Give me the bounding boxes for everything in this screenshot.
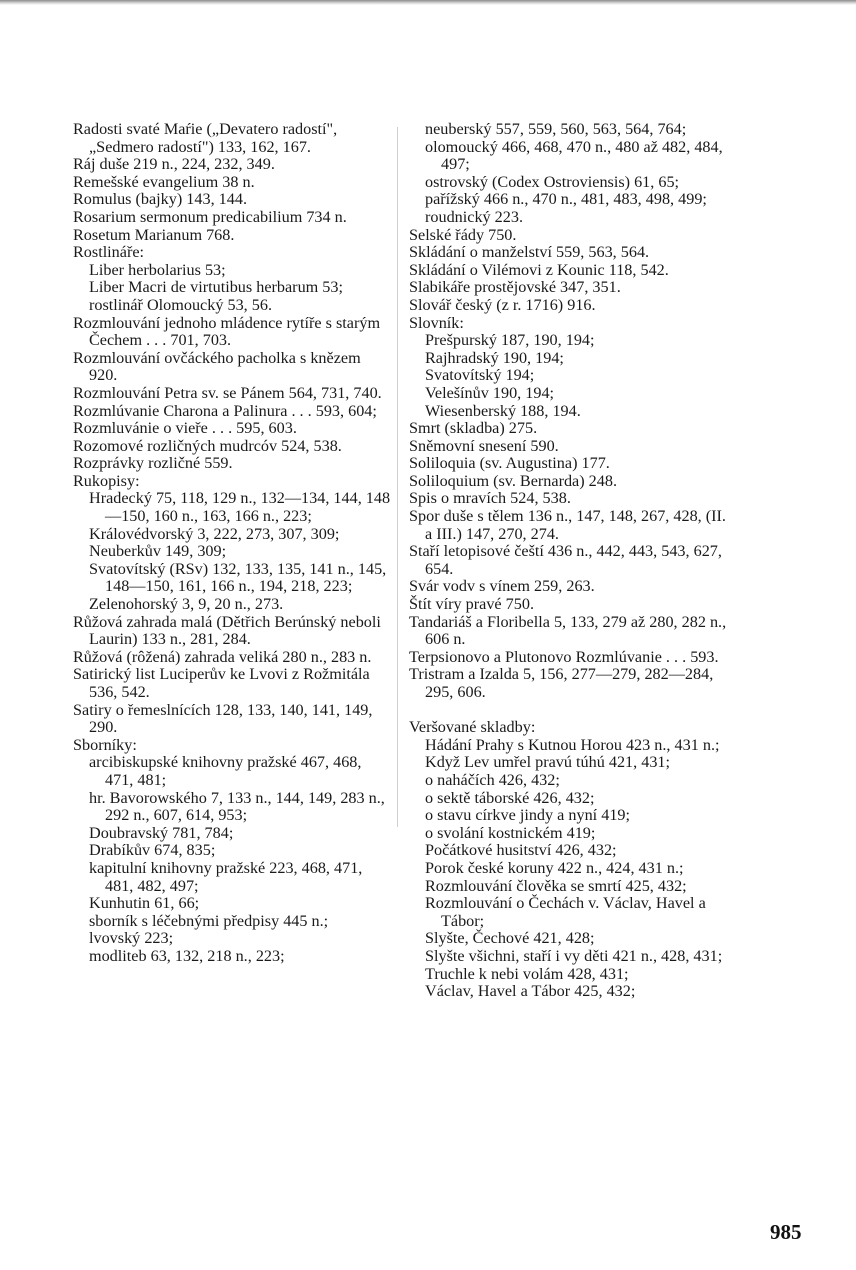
- index-entry: Růžová zahrada malá (Dětřich Berúnský neboli Laurin) 133 n., 281, 284.: [73, 612, 381, 649]
- index-subentry: o stavu církve jindy a nyní 419;: [425, 806, 631, 825]
- index-entry: Romulus (bajky) 143, 144.: [73, 190, 248, 209]
- index-entry: Veršované skladby:: [409, 718, 536, 737]
- index-entry: Ráj duše 219 n., 224, 232, 349.: [73, 155, 275, 174]
- page-number: 985: [770, 1220, 802, 1244]
- index-entry: Štít víry pravé 750.: [409, 595, 534, 614]
- index-subentry: hr. Bavorowského 7, 133 n., 144, 149, 283 n., 292 n., 607, 614, 953;: [89, 788, 385, 825]
- index-entry: Rozmlouvání jednoho mládence rytíře s starým Čechem . . . 701, 703.: [73, 313, 381, 350]
- index-subentry: Slyšte všichni, staří i vy děti 421 n., 428, 431;: [425, 946, 723, 965]
- index-entry: Sněmovní snesení 590.: [409, 436, 559, 455]
- index-entry: Satirický list Luciperův ke Lvovi z Rožmitála 536, 542.: [73, 665, 370, 701]
- index-subentry: modlitеb 63, 132, 218 n., 223;: [89, 946, 285, 965]
- index-subentry: Doubravský 781, 784;: [89, 823, 234, 842]
- index-entry: Růžová (rôžená) zahrada veliká 280 n., 283 n.: [73, 647, 372, 666]
- index-entry: Rozmluvánie o vieře . . . 595, 603.: [73, 419, 297, 438]
- index-subentry: Truchle k nebi volám 428, 431;: [425, 964, 629, 983]
- index-subentry: Drabíkův 674, 835;: [89, 841, 216, 860]
- index-subentry: Václav, Havel a Tábor 425, 432;: [425, 982, 636, 1001]
- index-subentry: Liber herbolarius 53;: [89, 260, 226, 279]
- index-subentry: Rajhradský 190, 194;: [425, 348, 564, 367]
- index-subentry: Svatovítský 194;: [425, 366, 535, 385]
- index-subentry: o naháčích 426, 432;: [425, 770, 560, 789]
- index-subentry: roudnický 223.: [425, 207, 524, 226]
- index-subentry: neuberský 557, 559, 560, 563, 564, 764;: [425, 120, 687, 138]
- index-entry: Rostlináře:: [73, 243, 145, 262]
- index-subentry: Zelenohorský 3, 9, 20 n., 273.: [89, 595, 284, 614]
- index-column-left: [73, 121, 393, 966]
- index-entry: Radosti svaté Maŕie („Devatero radostí", „Sedmero radostí") 133, 162, 167.: [73, 120, 338, 156]
- index-entry: Slovář český (z r. 1716) 916.: [409, 295, 596, 314]
- index-subentry: olomoucký 466, 468, 470 n., 480 až 482, 484, 497;: [425, 137, 723, 174]
- index-entry: Slabikáře prostějovské 347, 351.: [409, 278, 621, 297]
- index-entry: Remešské evangelium 38 n.: [73, 172, 255, 191]
- index-entry: Soliloquia (sv. Augustina) 177.: [409, 454, 610, 473]
- column-divider: [397, 127, 398, 827]
- index-entry: Terpsionovo a Plutonovo Rozmlúvanie . . . 593.: [409, 647, 719, 666]
- index-entry: Rozmlouvání Petra sv. se Pánem 564, 731, 740.: [73, 383, 382, 402]
- index-subentry: Počátkové husitství 426, 432;: [425, 841, 617, 860]
- index-entry: Satiry o řemeslnících 128, 133, 140, 141, 149, 290.: [73, 700, 373, 737]
- index-subentry: Liber Macri de virtutibus herbarum 53;: [89, 278, 343, 297]
- index-entry: Rozmlúvanie Charona a Palinura . . . 593, 604;: [73, 401, 377, 420]
- index-subentry: Rozmlouvání člověka se smrtí 425, 432;: [425, 876, 687, 895]
- index-entry: Selské řády 750.: [409, 225, 517, 244]
- index-subentry: Kunhutin 61, 66;: [89, 894, 200, 913]
- index-subentry: rostlinář Olomoucký 53, 56.: [89, 295, 272, 314]
- index-subentry: Prešpurský 187, 190, 194;: [425, 331, 595, 350]
- index-entry: Soliloquium (sv. Bernarda) 248.: [409, 471, 618, 490]
- index-subentry: kapitulní knihovny pražské 223, 468, 471, 481, 482, 497;: [89, 858, 363, 895]
- index-entry: Skládání o Vilémovi z Kounic 118, 542.: [409, 260, 669, 279]
- index-entry: Rozprávky rozličné 559.: [73, 454, 233, 473]
- index-subentry: lvovský 223;: [89, 929, 174, 948]
- index-entry: Rozomové rozličných mudrcóv 524, 538.: [73, 436, 342, 455]
- index-entry: Rukopisy:: [73, 471, 140, 490]
- index-column-right: [409, 121, 729, 1001]
- index-entry: Tandariáš a Floribella 5, 133, 279 až 280, 282 n., 606 n.: [409, 612, 727, 649]
- index-entry: Sborníky:: [73, 735, 137, 754]
- index-entry: Tristram a Izalda 5, 156, 277—279, 282—284, 295, 606.: [409, 665, 714, 701]
- index-subentry: Rozmlouvání o Čechách v. Václav, Havel a Tábor;: [425, 894, 706, 930]
- page-top-edge: [0, 0, 856, 5]
- index-subentry: Hradecký 75, 118, 129 n., 132—134, 144, 148—150, 160 n., 163, 166 n., 223;: [89, 489, 391, 526]
- index-entry: Rozmlouvání ovčáckého pacholka s knězem 920.: [73, 348, 361, 385]
- index-entry: Rosarium sermonum predicabilium 734 n.: [73, 207, 347, 226]
- index-entry: Spor duše s tělem 136 n., 147, 148, 267, 428, (II. a III.) 147, 270, 274.: [409, 507, 726, 543]
- index-spacer: [409, 702, 729, 720]
- index-entry: Smrt (skladba) 275.: [409, 419, 538, 438]
- index-subentry: Svatovítský (RSv) 132, 133, 135, 141 n., 145, 148—150, 161, 166 n., 194, 218, 223;: [89, 559, 387, 596]
- index-subentry: Velešínův 190, 194;: [425, 383, 555, 402]
- index-subentry: Když Lev umřel pravú túhú 421, 431;: [425, 753, 671, 772]
- index-subentry: Wiesenberský 188, 194.: [425, 401, 581, 420]
- index-subentry: Slyšte, Čechové 421, 428;: [425, 929, 595, 948]
- index-subentry: Neuberkův 149, 309;: [89, 542, 227, 561]
- index-entry: Slovník:: [409, 313, 464, 332]
- index-subentry: arcibiskupské knihovny pražské 467, 468, 471, 481;: [89, 753, 362, 789]
- index-subentry: o sektě táborské 426, 432;: [425, 788, 595, 807]
- index-subentry: sborník s léčebnými předpisy 445 n.;: [89, 911, 329, 930]
- index-subentry: Hádání Prahy s Kutnou Horou 423 n., 431 n.;: [425, 735, 720, 754]
- index-entry: Svár vodv s vínem 259, 263.: [409, 577, 595, 596]
- index-entry: Rosetum Marianum 768.: [73, 225, 235, 244]
- index-entry: Skládání o manželství 559, 563, 564.: [409, 243, 650, 262]
- index-subentry: ostrovský (Codex Ostroviensis) 61, 65;: [425, 172, 680, 191]
- index-entry: Staří letopisové čeští 436 n., 442, 443, 543, 627, 654.: [409, 542, 722, 578]
- index-subentry: o svolání kostnickém 419;: [425, 823, 596, 842]
- index-subentry: pařížský 466 n., 470 n., 481, 483, 498, 499;: [425, 190, 707, 209]
- index-entry: Spis o mravích 524, 538.: [409, 489, 571, 508]
- index-subentry: Královédvorský 3, 222, 273, 307, 309;: [89, 524, 340, 543]
- index-subentry: Porok české koruny 422 n., 424, 431 n.;: [425, 858, 684, 877]
